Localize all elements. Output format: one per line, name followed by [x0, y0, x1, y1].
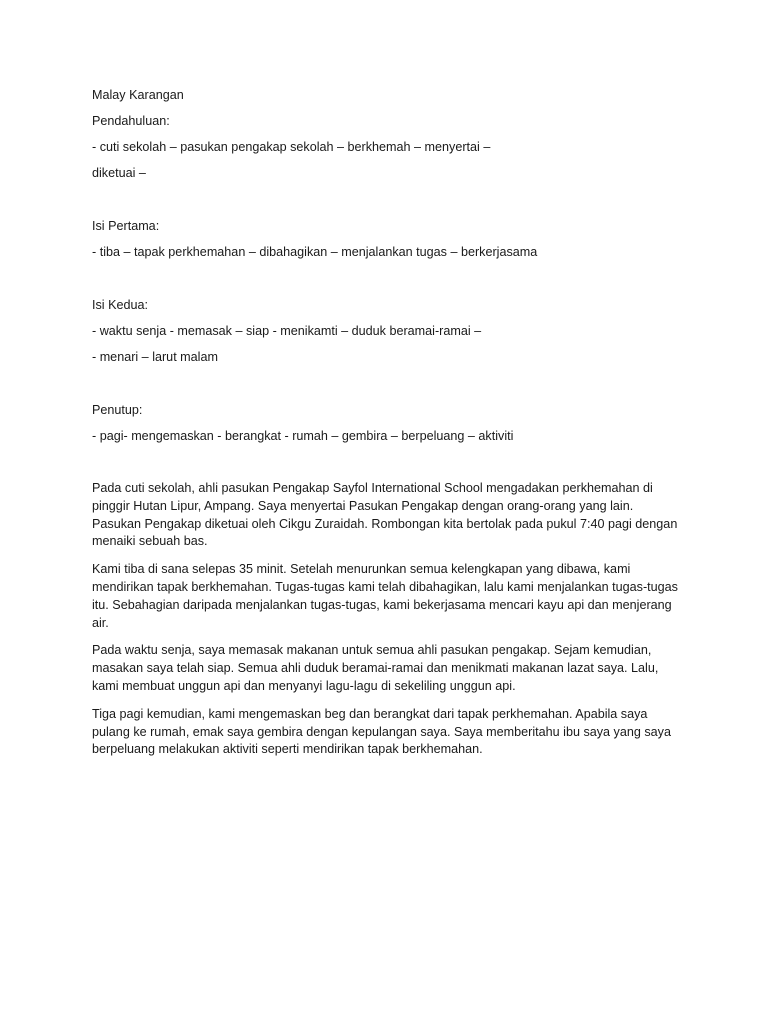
document-title: Malay Karangan — [92, 88, 184, 102]
outline-line: - cuti sekolah – pasukan pengakap sekolah – berkhemah – menyertai – — [92, 140, 491, 154]
essay-paragraph: Pada waktu senja, saya memasak makanan untuk semua ahli pasukan pengakap. Sejam kemudian, masakan saya telah siap. Semua ahli duduk beramai-ramai dan menikmati makanan lazat saya. Lalu, kami membuat unggun api dan menyanyi lagu-lagu di sekeliling unggun api. — [92, 643, 659, 693]
essay-paragraph: Kami tiba di sana selepas 35 minit. Setelah menurunkan semua kelengkapan yang dibawa, kami mendirikan tapak berkhemahan. Tugas-tugas kami telah dibahagikan, lalu kami menjalankan tugas-tugas itu. Sebahagian daripada menjalankan tugas-tugas, kami bekerjasama mencari kayu api dan menjerang air. — [92, 562, 678, 630]
heading-penutup: Penutup: — [92, 403, 143, 417]
outline-line: - waktu senja - memasak – siap - menikamti – duduk beramai-ramai – — [92, 324, 482, 338]
outline-line: - pagi- mengemaskan - berangkat - rumah – gembira – berpeluang – aktiviti — [92, 429, 514, 443]
essay-paragraph: Pada cuti sekolah, ahli pasukan Pengakap Sayfol International School mengadakan perkhemahan di pinggir Hutan Lipur, Ampang. Saya menyertai Pasukan Pengakap dengan orang-orang yang lain. Pasukan Pengakap diketuai oleh Cikgu Zuraidah. Rombongan kita bertolak pada pukul 7:40 pagi dengan menaiki sebuah bas. — [92, 481, 678, 549]
document-content — [92, 86, 682, 769]
essay-paragraph: Tiga pagi kemudian, kami mengemaskan beg dan berangkat dari tapak perkhemahan. Apabila saya pulang ke rumah, emak saya gembira dengan kepulangan saya. Saya memberitahu ibu saya yang saya berpeluang melakukan aktiviti seperti mendirikan tapak berkhemahan. — [92, 706, 671, 757]
heading-pendahuluan: Pendahuluan: — [92, 114, 170, 128]
heading-isi-kedua: Isi Kedua: — [92, 298, 149, 312]
outline-line: - menari – larut malam — [92, 350, 218, 364]
outline-line: - tiba – tapak perkhemahan – dibahagikan – menjalankan tugas – berkerjasama — [92, 245, 538, 259]
heading-isi-pertama: Isi Pertama: — [92, 219, 160, 233]
outline-line: diketuai – — [92, 166, 146, 180]
